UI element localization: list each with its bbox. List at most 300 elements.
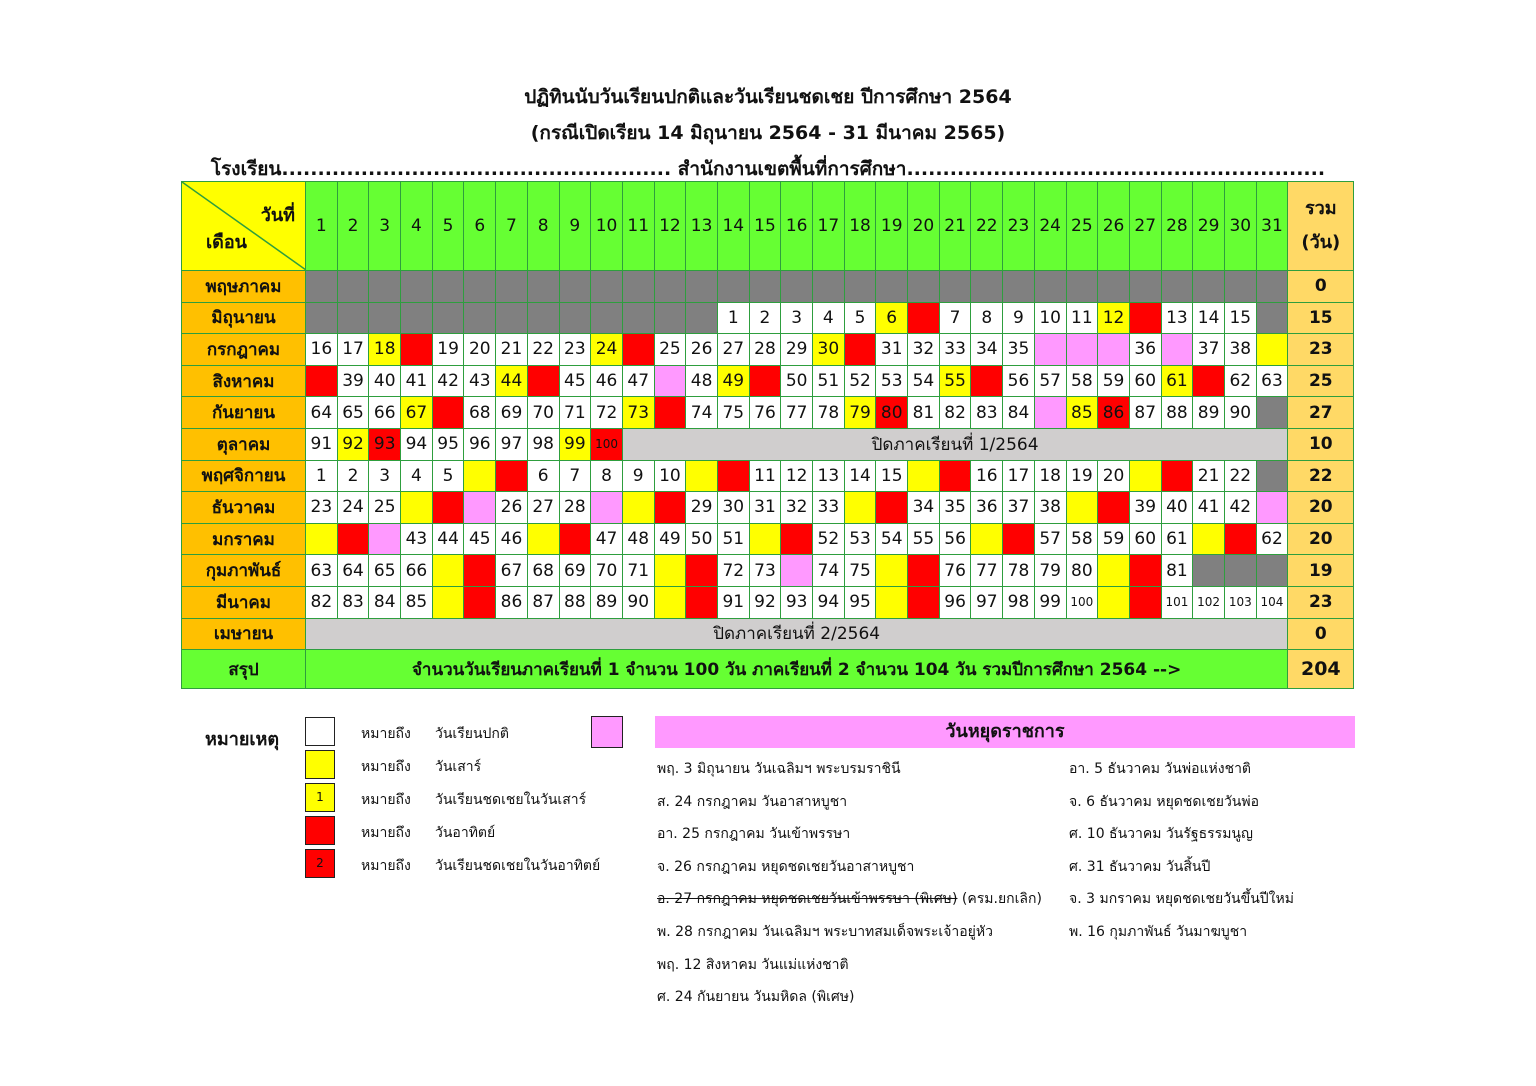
day-cell: 92 [337,428,369,460]
day-cell: 1 [306,460,338,492]
day-cell: 29 [686,492,718,524]
day-cell: 70 [591,555,623,587]
day-cell: 41 [1193,492,1225,524]
day-cell [591,492,623,524]
day-cell: 79 [844,397,876,429]
day-cell: 85 [1066,397,1098,429]
day-cell [559,302,591,334]
day-cell [1066,492,1098,524]
month-total: 20 [1288,523,1354,555]
day-cell: 23 [559,334,591,366]
month-total: 0 [1288,618,1354,650]
month-name: พฤศจิกายน [182,460,306,492]
day-header-2: 2 [337,182,369,271]
day-cell: 97 [971,586,1003,618]
day-cell: 90 [1224,397,1256,429]
day-cell [591,302,623,334]
month-row [182,460,1354,492]
day-cell: 102 [1193,586,1225,618]
day-header-10: 10 [591,182,623,271]
holiday-text: จ. 6 ธันวาคม หยุดชดเชยวันพ่อ [1069,793,1260,810]
day-cell: 51 [813,365,845,397]
day-cell: 59 [1098,523,1130,555]
day-cell: 8 [591,460,623,492]
day-cell: 49 [654,523,686,555]
day-cell: 74 [813,555,845,587]
day-cell: 25 [654,334,686,366]
day-cell: 53 [876,365,908,397]
day-cell [464,271,496,303]
day-cell: 86 [1098,397,1130,429]
total-unit-label: (วัน) [1301,232,1341,253]
day-cell: 50 [781,365,813,397]
day-cell [1003,523,1035,555]
day-cell: 92 [749,586,781,618]
day-cell: 46 [591,365,623,397]
day-cell [1256,334,1288,366]
day-cell [1034,334,1066,366]
day-header-7: 7 [496,182,528,271]
day-cell: 78 [813,397,845,429]
day-cell [1066,334,1098,366]
day-cell: 87 [527,586,559,618]
legend-swatch [305,717,335,746]
day-cell: 17 [337,334,369,366]
day-cell [432,302,464,334]
month-total: 19 [1288,555,1354,587]
holiday-text: พ. 16 กุมภาพันธ์ วันมาฆบูชา [1069,924,1248,940]
day-cell: 62 [1256,523,1288,555]
day-cell [622,302,654,334]
day-cell: 89 [591,586,623,618]
day-cell [496,302,528,334]
day-cell: 14 [1193,302,1225,334]
day-cell [1256,492,1288,524]
day-cell [1161,460,1193,492]
month-total: 0 [1288,271,1354,303]
day-cell [306,365,338,397]
day-cell [939,271,971,303]
holiday-text: จ. 3 มกราคม หยุดชดเชยวันขึ้นปีใหม่ [1069,891,1294,908]
day-cell: 47 [591,523,623,555]
day-cell: 15 [1224,302,1256,334]
day-cell: 81 [908,397,940,429]
day-cell: 22 [527,334,559,366]
day-cell [781,523,813,555]
day-cell [1098,555,1130,587]
day-header-21: 21 [939,182,971,271]
legend-title: หมายเหตุ [205,729,280,750]
day-cell: 12 [781,460,813,492]
day-cell: 99 [1034,586,1066,618]
day-cell [1098,492,1130,524]
day-cell: 22 [1224,460,1256,492]
day-cell: 97 [496,428,528,460]
day-cell: 23 [306,492,338,524]
day-cell: 36 [1129,334,1161,366]
day-cell: 76 [749,397,781,429]
legend-means: หมายถึง [361,759,411,775]
day-cell: 64 [306,397,338,429]
day-cell: 3 [781,302,813,334]
school-line: โรงเรียน...................................................... สำนักงานเขตพื้นที่การศึกษา.......................................................... [210,158,1326,180]
day-cell: 41 [401,365,433,397]
semester-break-cell: ปิดภาคเรียนที่ 2/2564 [306,618,1288,650]
month-name: กันยายน [182,397,306,429]
legend-description: วันเรียนชดเชยในวันเสาร์ [435,792,587,808]
day-cell: 93 [369,428,401,460]
day-cell: 2 [337,460,369,492]
day-cell: 40 [369,365,401,397]
day-cell [369,523,401,555]
total-header [1288,182,1354,271]
day-cell: 20 [464,334,496,366]
month-row [182,428,1354,460]
holiday-text: ศ. 31 ธันวาคม วันสิ้นปี [1069,858,1211,875]
legend-description: วันอาทิตย์ [435,825,496,841]
day-cell: 45 [464,523,496,555]
day-cell: 35 [939,492,971,524]
day-cell: 52 [844,365,876,397]
day-cell: 77 [971,555,1003,587]
day-cell [306,271,338,303]
day-cell: 68 [527,555,559,587]
legend-means: หมายถึง [361,825,411,841]
holiday-text: พ. 28 กรกฎาคม วันเฉลิมฯ พระบาทสมเด็จพระเจ้าอยู่หัว [657,924,993,940]
month-name: กรกฎาคม [182,334,306,366]
day-cell: 39 [337,365,369,397]
day-cell: 57 [1034,365,1066,397]
day-cell: 72 [591,397,623,429]
day-cell [369,302,401,334]
day-cell [844,492,876,524]
day-cell: 90 [622,586,654,618]
holiday-text: จ. 26 กรกฎาคม หยุดชดเชยวันอาสาหบูชา [657,858,915,875]
day-header-22: 22 [971,182,1003,271]
day-cell [1224,555,1256,587]
day-cell: 67 [496,555,528,587]
holiday-item [657,823,850,845]
legend-means: หมายถึง [361,858,411,874]
day-cell [654,365,686,397]
day-cell: 68 [464,397,496,429]
day-cell: 7 [559,460,591,492]
day-header-16: 16 [781,182,813,271]
day-cell: 32 [908,334,940,366]
day-cell: 89 [1193,397,1225,429]
day-cell [939,460,971,492]
month-total: 23 [1288,586,1354,618]
day-cell: 33 [813,492,845,524]
day-cell: 6 [876,302,908,334]
day-cell: 18 [369,334,401,366]
day-cell: 60 [1129,365,1161,397]
legend-swatch [305,750,335,779]
legend-swatch: 2 [305,849,335,878]
day-cell: 65 [337,397,369,429]
day-cell: 83 [971,397,1003,429]
day-cell [1193,271,1225,303]
day-cell: 13 [813,460,845,492]
day-header-25: 25 [1066,182,1098,271]
day-cell: 82 [939,397,971,429]
day-cell: 5 [432,460,464,492]
day-cell: 86 [496,586,528,618]
day-cell [432,555,464,587]
day-cell: 11 [749,460,781,492]
day-cell: 84 [1003,397,1035,429]
day-cell: 9 [622,460,654,492]
day-cell: 48 [686,365,718,397]
day-cell: 27 [527,492,559,524]
day-cell: 13 [1161,302,1193,334]
day-cell: 73 [749,555,781,587]
day-cell: 39 [1129,492,1161,524]
holiday-item [657,856,914,878]
day-cell: 50 [686,523,718,555]
day-cell: 4 [401,460,433,492]
holiday-text: พฤ. 3 มิถุนายน วันเฉลิมฯ พระบรมราชินี [657,761,901,777]
day-cell [496,271,528,303]
day-cell [432,271,464,303]
day-cell: 44 [496,365,528,397]
day-cell: 95 [844,586,876,618]
day-cell: 30 [813,334,845,366]
day-header-18: 18 [844,182,876,271]
day-cell [464,302,496,334]
day-cell: 2 [749,302,781,334]
day-cell: 75 [844,555,876,587]
legend-swatch [305,816,335,845]
holiday-color-sample [591,716,623,748]
day-cell: 15 [876,460,908,492]
day-cell: 73 [622,397,654,429]
day-header-19: 19 [876,182,908,271]
day-cell: 100 [591,428,623,460]
day-cell [401,334,433,366]
day-cell: 54 [908,365,940,397]
month-row [182,365,1354,397]
day-cell: 29 [781,334,813,366]
day-cell: 74 [686,397,718,429]
day-cell: 36 [971,492,1003,524]
day-cell [654,271,686,303]
day-cell: 95 [432,428,464,460]
day-cell: 45 [559,365,591,397]
day-cell [464,492,496,524]
holiday-item [657,888,1042,910]
day-cell: 60 [1129,523,1161,555]
day-cell [1193,523,1225,555]
month-total: 10 [1288,428,1354,460]
day-cell: 52 [813,523,845,555]
day-month-corner [182,182,306,271]
day-cell [876,492,908,524]
day-header-14: 14 [717,182,749,271]
day-cell: 98 [1003,586,1035,618]
day-cell [1256,555,1288,587]
day-cell: 47 [622,365,654,397]
day-cell [654,397,686,429]
day-header-8: 8 [527,182,559,271]
day-cell [527,302,559,334]
holiday-text: พฤ. 12 สิงหาคม วันแม่แห่งชาติ [657,956,849,973]
day-cell [432,586,464,618]
day-cell: 37 [1193,334,1225,366]
total-label: รวม [1304,198,1337,219]
day-cell [908,302,940,334]
day-cell [401,492,433,524]
day-cell: 79 [1034,555,1066,587]
day-cell [1003,271,1035,303]
day-cell [971,271,1003,303]
day-cell [971,523,1003,555]
day-cell: 80 [876,397,908,429]
day-cell: 17 [1003,460,1035,492]
day-cell [591,271,623,303]
day-cell: 9 [1003,302,1035,334]
day-cell [1098,586,1130,618]
day-cell: 69 [496,397,528,429]
day-header-31: 31 [1256,182,1288,271]
month-total: 25 [1288,365,1354,397]
day-header-24: 24 [1034,182,1066,271]
day-cell: 33 [939,334,971,366]
holiday-text: ศ. 24 กันยายน วันมหิดล (พิเศษ) [657,989,855,1006]
day-header-12: 12 [654,182,686,271]
day-cell: 43 [464,365,496,397]
day-cell: 14 [844,460,876,492]
school-day-calendar-table [181,181,1354,689]
month-total: 27 [1288,397,1354,429]
day-cell [432,492,464,524]
day-cell [401,271,433,303]
holiday-item [1069,823,1253,845]
month-total: 15 [1288,302,1354,334]
day-cell [876,586,908,618]
day-header-11: 11 [622,182,654,271]
day-cell [337,523,369,555]
day-cell: 99 [559,428,591,460]
day-cell: 21 [496,334,528,366]
day-cell [306,523,338,555]
day-cell [527,271,559,303]
day-cell: 6 [527,460,559,492]
day-header-28: 28 [1161,182,1193,271]
day-cell [686,460,718,492]
day-cell: 98 [527,428,559,460]
day-cell [781,271,813,303]
day-cell [1224,271,1256,303]
day-cell [1066,271,1098,303]
day-cell: 38 [1224,334,1256,366]
holiday-text: อา. 5 ธันวาคม วันพ่อแห่งชาติ [1069,761,1252,777]
day-cell: 69 [559,555,591,587]
day-cell [844,271,876,303]
day-cell: 42 [432,365,464,397]
day-cell: 11 [1066,302,1098,334]
summary-row [182,650,1354,689]
day-cell: 5 [844,302,876,334]
day-cell: 88 [1161,397,1193,429]
summary-total: 204 [1288,650,1354,689]
day-header-27: 27 [1129,182,1161,271]
day-cell [401,302,433,334]
day-cell [717,460,749,492]
day-cell: 7 [939,302,971,334]
day-cell [527,523,559,555]
day-cell [622,334,654,366]
day-cell: 76 [939,555,971,587]
legend-swatch: 1 [305,783,335,812]
holidays-header: วันหยุดราชการ [655,716,1355,748]
day-cell: 42 [1224,492,1256,524]
day-header-6: 6 [464,182,496,271]
day-cell: 65 [369,555,401,587]
calendar-title: ปฏิทินนับวันเรียนปกติและวันเรียนชดเชย ปีการศึกษา 2564 [524,86,1012,108]
day-cell [369,271,401,303]
day-cell: 91 [717,586,749,618]
month-total: 23 [1288,334,1354,366]
summary-label: สรุป [182,650,306,689]
day-cell [654,492,686,524]
holiday-item [1069,921,1247,943]
legend-means: หมายถึง [361,726,411,742]
holiday-item [1069,888,1294,910]
day-cell [464,586,496,618]
day-cell: 56 [939,523,971,555]
day-cell: 48 [622,523,654,555]
day-cell: 82 [306,586,338,618]
day-cell: 59 [1098,365,1130,397]
day-cell [717,271,749,303]
day-cell: 31 [749,492,781,524]
day-cell: 63 [306,555,338,587]
month-row [182,492,1354,524]
day-cell: 30 [717,492,749,524]
semester-break-cell: ปิดภาคเรียนที่ 1/2564 [622,428,1287,460]
day-cell: 10 [1034,302,1066,334]
month-name: มกราคม [182,523,306,555]
month-name: สิงหาคม [182,365,306,397]
day-cell [686,302,718,334]
holiday-item [1069,856,1210,878]
month-name: ธันวาคม [182,492,306,524]
day-cell: 85 [401,586,433,618]
month-name: มีนาคม [182,586,306,618]
month-name: ตุลาคม [182,428,306,460]
day-cell: 46 [496,523,528,555]
day-header-23: 23 [1003,182,1035,271]
month-total: 22 [1288,460,1354,492]
day-header-15: 15 [749,182,781,271]
header-row [182,182,1354,271]
holiday-item [657,921,993,943]
day-cell: 43 [401,523,433,555]
calendar-subtitle: (กรณีเปิดเรียน 14 มิถุนายน 2564 - 31 มีนาคม 2565) [530,122,1006,144]
day-cell [1129,586,1161,618]
day-cell: 77 [781,397,813,429]
day-cell: 28 [559,492,591,524]
day-cell [306,302,338,334]
month-name: มิถุนายน [182,302,306,334]
day-cell [1256,271,1288,303]
holiday-item [657,986,854,1008]
day-cell: 61 [1161,365,1193,397]
day-cell: 24 [337,492,369,524]
month-row [182,523,1354,555]
day-cell: 81 [1161,555,1193,587]
